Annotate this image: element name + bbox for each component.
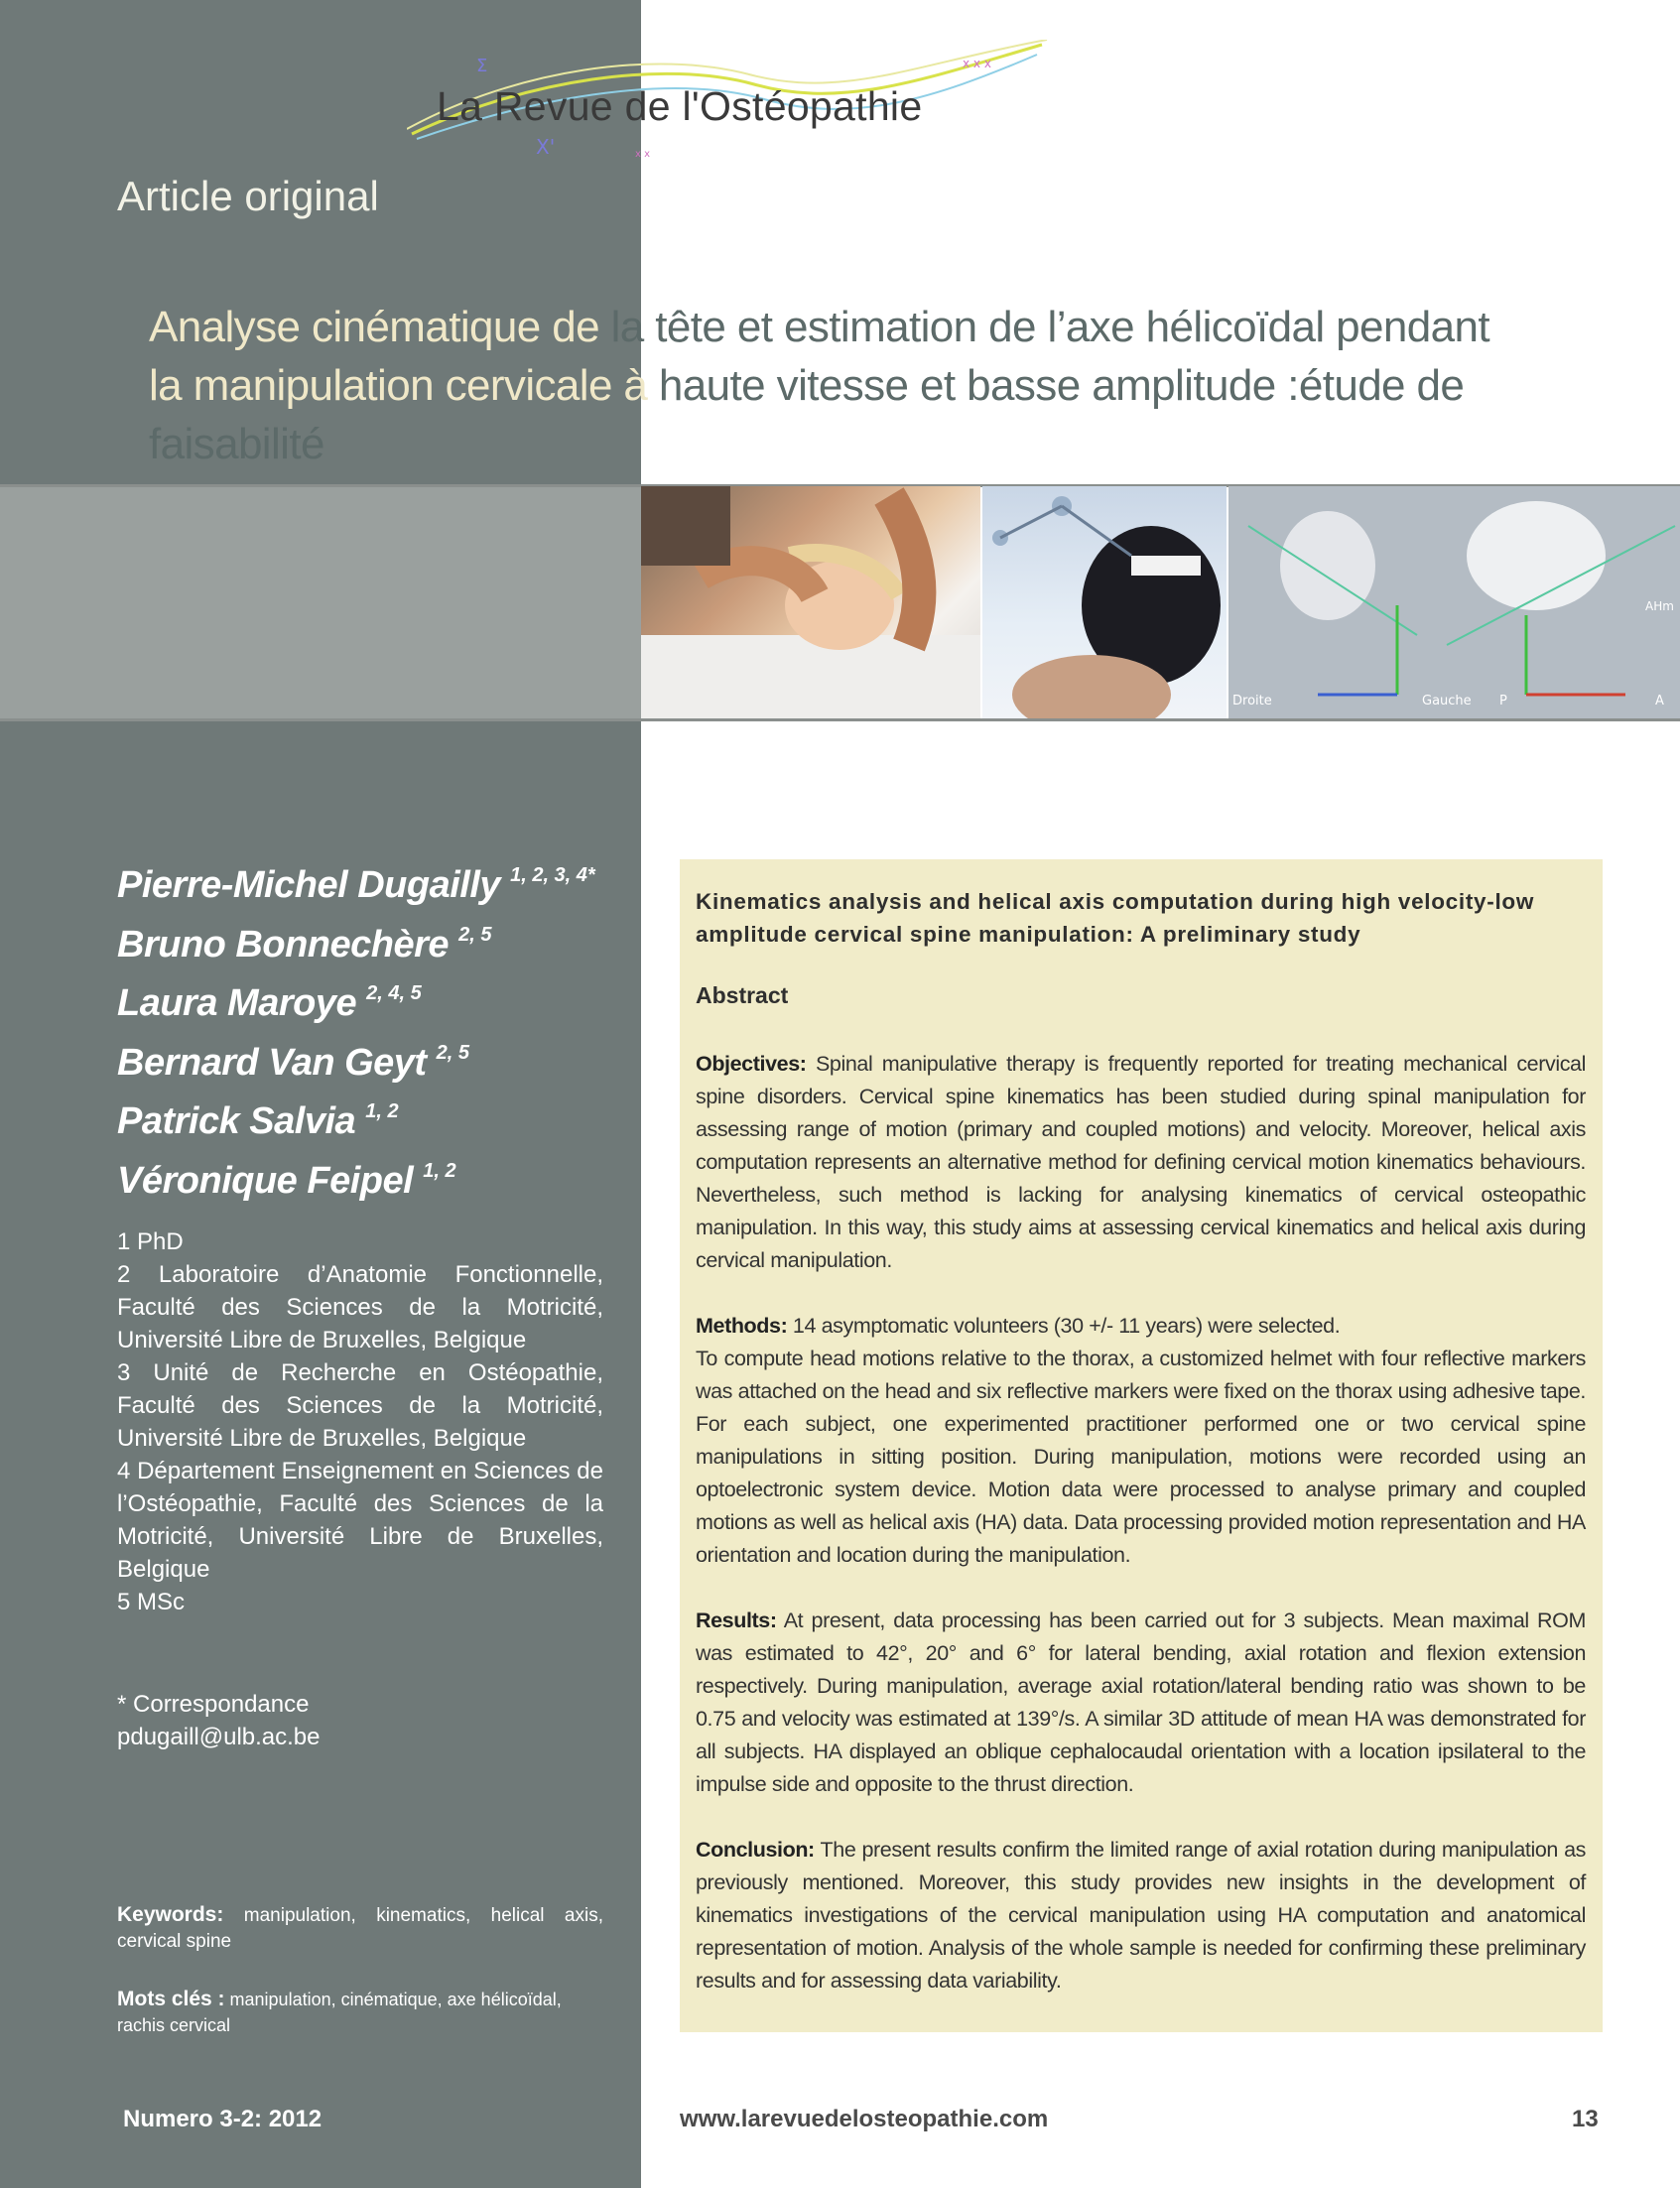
affiliation: 1 PhD [117,1228,184,1255]
page-number: 13 [1572,2106,1599,2132]
mots-cles-label: Mots clés : [117,1988,225,2010]
label-ah: AHm [1645,599,1674,613]
svg-text:Σ: Σ [476,56,488,76]
abstract-methods-detail: To compute head motions relative to the thorax, a customized helmet with four reflective markers was attached on the head and six reflective markers were fixed on the thorax using adhesive tape. For each subject, one experimented practitioner performed one or two cervical spine manipulations in sitting position. During manipulation, motions were recorded using an optoelectronic system device. Motion data were processed to analyse primary and coupled motions as well as helical axis (HA) data. Data processing provided motion representation and HA orientation and location during the manipulation. [696,1347,1586,1567]
title-line2-left: la manipulation cervicale à [149,361,648,410]
affiliation: 2 Laboratoire d’Anatomie Fonctionnelle, Faculté des Sciences de la Motricité, Université Libre de Bruxelles, Belgique [117,1261,603,1353]
figure-band-gray [0,486,641,718]
label-droite: Droite [1232,694,1272,708]
mots-cles [117,1987,603,2038]
title-line1-right: la tête et estimation de l’axe hélicoïdal pendant [598,303,1490,351]
keywords-text: manipulation, kinematics, helical axis, cervical spine [117,1905,603,1952]
abstract-body [696,1048,1586,2030]
band-divider-bottom [0,718,1680,721]
keywords [117,1902,603,1955]
affiliation: 5 MSc [117,1589,186,1615]
correspondence [117,1688,603,1753]
svg-text:x x: x x [635,149,651,160]
abstract-heading: Abstract [696,982,789,1008]
article-type: Article original [117,173,379,219]
helical-axis-figure [1228,486,1680,718]
author: Pierre-Michel Dugailly $^{1, 2, 3, 4*}$ [117,864,595,906]
affiliation: 4 Département Enseignement en Sciences de l’Ostéopathie, Faculté des Sciences de la Motricité, Université Libre de Bruxelles, Belgique [117,1458,603,1583]
author: Bruno Bonnechère $^{2, 5}$ [117,923,492,965]
svg-text:x x x: x x x [963,57,991,70]
author: Patrick Salvia $^{1, 2}$ [117,1100,399,1142]
manipulation-photo [641,486,980,718]
abstract-conclusion: Conclusion: The present results confirm the limited range of axial rotation during manipulation as previously mentioned. Moreover, this study provides new insights in the development of kinematics investigations of the cervical manipulation using HA computation and anatomical representation of motion. Analysis of the whole sample is needed for confirming these preliminary results and for assessing data variability. [696,1838,1586,1993]
author: Bernard Van Geyt $^{2, 5}$ [117,1041,470,1084]
helmet-marker-photo [982,486,1227,718]
affiliations [117,1225,603,1618]
website-link[interactable]: www.larevuedelosteopathie.com [680,2106,1049,2132]
article-title [149,298,1598,473]
abstract-results: Results: At present, data processing has been carried out for 3 subjects. Mean maximal ROM was estimated to 42°, 20° and 6° for lateral bending, axial rotation and flexion extension respectively. During manipulation, average axial rotation/lateral bending ratio was shown to be 0.75 and velocity was estimated at 139°/s. A similar 3D attitude of mean HA was demonstrated for all subjects. HA displayed an oblique cephalocaudal orientation with a location ipsilateral to the impulse side and opposite to the thrust direction. [696,1609,1586,1796]
affiliation: 3 Unité de Recherche en Ostéopathie, Faculté des Sciences de la Motricité, Université Libre de Bruxelles, Belgique [117,1359,603,1452]
title-line1-left: Analyse cinématique de [149,303,599,351]
correspondence-label: * Correspondance [117,1691,310,1718]
label-a: A [1655,694,1664,708]
label-p: P [1499,694,1507,708]
mots-cles-text: manipulation, cinématique, axe hélicoïdal, rachis cervical [117,1990,562,2035]
abstract-methods: Methods: 14 asymptomatic volunteers (30 +/- 11 years) were selected. [696,1314,1341,1338]
keywords-label: Keywords: [117,1903,224,1926]
abstract-objectives: Objectives: Spinal manipulative therapy is frequently reported for treating mechanical cervical spine disorders. Cervical spine kinematics has been studied during spinal manipulation for assessing range of motion (primary and coupled motions) and velocity. Moreover, helical axis computation represents an alternative method for defining cervical motion kinematics behaviours. Nevertheless, such method is lacking for analysing kinematics of cervical osteopathic manipulation. In this way, this study aims at assessing cervical kinematics and helical axis during cervical manipulation. [696,1052,1586,1272]
journal-name: La Revue de l'Ostéopathie [437,83,923,129]
correspondence-email[interactable]: pdugaill@ulb.ac.be [117,1724,321,1750]
svg-text:X': X' [536,135,556,159]
author-list [117,851,633,1206]
label-gauche: Gauche [1422,694,1472,708]
abstract-english-title: Kinematics analysis and helical axis computation during high velocity-low amplitude cervical spine manipulation: A preliminary study [696,889,1535,947]
issue-number: Numero 3-2: 2012 [123,2106,323,2132]
author: Laura Maroye $^{2, 4, 5}$ [117,982,422,1024]
title-line2-right: haute vitesse et basse amplitude :étude de faisabilité [149,361,1465,468]
author: Véronique Feipel $^{1, 2}$ [117,1159,456,1202]
